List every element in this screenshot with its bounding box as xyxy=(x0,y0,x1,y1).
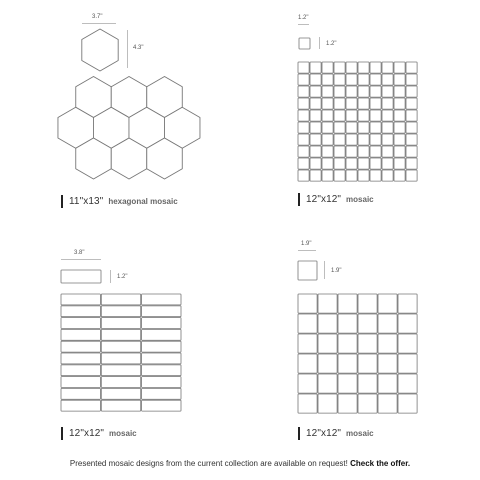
square-tile xyxy=(310,86,321,97)
brick-tile xyxy=(142,341,181,352)
square-tile xyxy=(358,354,377,373)
square-tile xyxy=(394,134,405,145)
square-tile xyxy=(334,170,345,181)
square-tile xyxy=(318,394,337,413)
square-tile xyxy=(298,314,317,333)
brick-kind: mosaic xyxy=(109,429,137,438)
square-tile xyxy=(346,98,357,109)
square-tile xyxy=(322,98,333,109)
square-tile xyxy=(370,86,381,97)
brick-tile xyxy=(101,388,140,399)
square-tile xyxy=(334,62,345,73)
square-tile xyxy=(358,314,377,333)
brick-mosaic-sheet xyxy=(60,293,184,413)
square-tile xyxy=(318,334,337,353)
square-tile xyxy=(346,146,357,157)
footer-text: Presented mosaic designs from the current collection are available on request! xyxy=(69,459,348,468)
sq-small-kind: mosaic xyxy=(346,195,374,204)
sq-large-caption xyxy=(298,427,374,440)
square-tile xyxy=(334,122,345,133)
square-tile xyxy=(406,146,417,157)
square-tile xyxy=(370,98,381,109)
square-tile xyxy=(406,62,417,73)
square-tile xyxy=(394,122,405,133)
square-tile xyxy=(394,62,405,73)
square-tile xyxy=(378,394,397,413)
square-tile xyxy=(298,86,309,97)
square-tile xyxy=(394,86,405,97)
square-tile xyxy=(334,86,345,97)
square-tile xyxy=(346,158,357,169)
caption-bar xyxy=(61,427,63,440)
brick-tile xyxy=(101,294,140,305)
square-tile xyxy=(378,314,397,333)
brick-tile xyxy=(61,377,100,388)
square-tile xyxy=(298,158,309,169)
square-tile xyxy=(334,74,345,85)
brick-width-line xyxy=(61,259,101,260)
sq-large-kind: mosaic xyxy=(346,429,374,438)
square-tile xyxy=(322,170,333,181)
square-tile xyxy=(358,294,377,313)
sq-large-size: 12"x12" xyxy=(306,428,342,439)
sq-small-height-line xyxy=(319,37,320,49)
brick-tile xyxy=(142,377,181,388)
brick-tile xyxy=(61,365,100,376)
square-tile xyxy=(406,170,417,181)
small-square-sample-tile xyxy=(298,37,312,51)
square-tile xyxy=(318,314,337,333)
square-tile xyxy=(358,74,369,85)
square-tile xyxy=(358,62,369,73)
brick-width-label: 3.8" xyxy=(74,250,85,256)
sq-small-width-label: 1.2" xyxy=(298,15,309,21)
hex-sample-tile xyxy=(78,26,122,74)
square-tile xyxy=(299,38,310,49)
square-tile xyxy=(310,146,321,157)
hex-height-line xyxy=(127,30,128,68)
brick-tile xyxy=(61,341,100,352)
brick-tile xyxy=(142,365,181,376)
square-tile xyxy=(318,374,337,393)
sq-large-width-line xyxy=(298,250,316,251)
square-tile xyxy=(358,122,369,133)
square-tile xyxy=(358,374,377,393)
square-tile xyxy=(298,354,317,373)
square-tile xyxy=(346,170,357,181)
brick-tile xyxy=(101,377,140,388)
square-tile xyxy=(298,134,309,145)
check-offer-link[interactable]: Check the offer. xyxy=(350,459,411,468)
sq-large-height-line xyxy=(324,261,325,279)
square-tile xyxy=(338,374,357,393)
hex-width-line xyxy=(82,23,116,24)
square-tile xyxy=(334,146,345,157)
square-tile xyxy=(310,110,321,121)
brick-tile xyxy=(142,318,181,329)
square-tile xyxy=(406,110,417,121)
square-tile xyxy=(406,86,417,97)
brick-tile xyxy=(61,329,100,340)
brick-tile xyxy=(142,294,181,305)
hex-kind: hexagonal mosaic xyxy=(108,197,178,206)
brick-tile xyxy=(61,294,100,305)
square-tile xyxy=(382,62,393,73)
brick-tile xyxy=(101,341,140,352)
square-tile xyxy=(370,122,381,133)
brick-tile xyxy=(61,353,100,364)
square-tile xyxy=(382,74,393,85)
brick-size: 12"x12" xyxy=(69,428,105,439)
square-tile xyxy=(334,110,345,121)
square-tile xyxy=(382,122,393,133)
square-tile xyxy=(406,134,417,145)
square-tile xyxy=(338,394,357,413)
square-tile xyxy=(378,334,397,353)
brick-tile xyxy=(101,329,140,340)
square-tile xyxy=(346,122,357,133)
square-tile xyxy=(358,170,369,181)
square-tile xyxy=(334,134,345,145)
square-tile xyxy=(378,374,397,393)
square-tile xyxy=(322,74,333,85)
brick-tile xyxy=(142,353,181,364)
brick-tile xyxy=(101,306,140,317)
square-tile xyxy=(298,98,309,109)
square-tile xyxy=(318,354,337,373)
square-tile xyxy=(298,122,309,133)
sq-large-height-label: 1.9" xyxy=(331,268,342,274)
caption-bar xyxy=(298,193,300,206)
square-tile xyxy=(338,334,357,353)
square-tile xyxy=(398,354,417,373)
footer-note xyxy=(0,459,480,468)
square-tile xyxy=(346,134,357,145)
square-tile xyxy=(394,170,405,181)
brick-tile xyxy=(61,306,100,317)
square-tile xyxy=(370,110,381,121)
brick-height-line xyxy=(110,270,111,283)
square-tile xyxy=(346,86,357,97)
square-tile xyxy=(358,334,377,353)
square-tile xyxy=(370,170,381,181)
square-tile xyxy=(358,86,369,97)
brick-height-label: 1.2" xyxy=(117,274,128,280)
square-tile xyxy=(310,170,321,181)
square-tile xyxy=(370,74,381,85)
square-tile xyxy=(338,354,357,373)
square-tile xyxy=(398,294,417,313)
hex-caption xyxy=(61,195,178,208)
caption-bar xyxy=(298,427,300,440)
brick-tile xyxy=(142,329,181,340)
hex-tile xyxy=(82,29,118,71)
brick-tile xyxy=(101,365,140,376)
square-tile xyxy=(382,98,393,109)
square-tile xyxy=(382,146,393,157)
small-square-mosaic-sheet xyxy=(297,61,419,183)
square-tile xyxy=(322,86,333,97)
hexagonal-mosaic-sheet xyxy=(58,76,192,182)
brick-tile xyxy=(101,318,140,329)
square-tile xyxy=(370,158,381,169)
square-tile xyxy=(382,86,393,97)
square-tile xyxy=(310,74,321,85)
square-tile xyxy=(310,122,321,133)
square-tile xyxy=(358,146,369,157)
square-tile xyxy=(394,158,405,169)
square-tile xyxy=(398,314,417,333)
square-tile xyxy=(310,134,321,145)
sq-small-height-label: 1.2" xyxy=(326,41,337,47)
square-tile xyxy=(298,146,309,157)
brick-tile xyxy=(101,353,140,364)
square-tile xyxy=(322,122,333,133)
square-tile xyxy=(298,374,317,393)
square-tile xyxy=(370,62,381,73)
square-tile xyxy=(322,146,333,157)
brick-caption xyxy=(61,427,137,440)
square-tile xyxy=(334,158,345,169)
sq-small-width-line xyxy=(298,24,309,25)
caption-bar xyxy=(61,195,63,208)
square-tile xyxy=(322,134,333,145)
brick-tile xyxy=(61,318,100,329)
square-tile xyxy=(382,110,393,121)
square-tile xyxy=(394,74,405,85)
square-tile xyxy=(398,374,417,393)
hex-width-label: 3.7" xyxy=(92,14,103,20)
square-tile xyxy=(378,294,397,313)
square-tile xyxy=(358,110,369,121)
large-square-mosaic-sheet xyxy=(297,293,419,415)
square-tile xyxy=(398,394,417,413)
square-tile xyxy=(338,294,357,313)
brick-tile xyxy=(142,306,181,317)
square-tile xyxy=(394,98,405,109)
square-tile xyxy=(334,98,345,109)
square-tile xyxy=(298,62,309,73)
square-tile xyxy=(406,158,417,169)
large-square-sample-tile xyxy=(297,260,319,282)
brick-tile xyxy=(142,400,181,411)
brick-tile xyxy=(61,270,101,283)
brick-tile xyxy=(101,400,140,411)
brick-tile xyxy=(142,388,181,399)
square-tile xyxy=(298,170,309,181)
square-tile xyxy=(382,158,393,169)
square-tile xyxy=(346,62,357,73)
square-tile xyxy=(310,98,321,109)
square-tile xyxy=(398,334,417,353)
square-tile xyxy=(310,158,321,169)
square-tile xyxy=(370,146,381,157)
square-tile xyxy=(394,146,405,157)
hex-height-label: 4.3" xyxy=(133,45,144,51)
hex-size: 11"x13" xyxy=(69,196,104,207)
square-tile xyxy=(382,134,393,145)
brick-tile xyxy=(61,388,100,399)
square-tile xyxy=(378,354,397,373)
sq-small-size: 12"x12" xyxy=(306,194,342,205)
brick-tile xyxy=(61,400,100,411)
sq-small-caption xyxy=(298,193,374,206)
square-tile xyxy=(322,158,333,169)
square-tile xyxy=(358,98,369,109)
square-tile xyxy=(346,110,357,121)
square-tile xyxy=(406,74,417,85)
square-tile xyxy=(346,74,357,85)
square-tile xyxy=(298,394,317,413)
square-tile xyxy=(298,334,317,353)
square-tile xyxy=(358,134,369,145)
square-tile xyxy=(298,74,309,85)
brick-sample-tile xyxy=(60,269,104,285)
square-tile xyxy=(298,261,317,280)
square-tile xyxy=(338,314,357,333)
square-tile xyxy=(298,110,309,121)
square-tile xyxy=(310,62,321,73)
square-tile xyxy=(370,134,381,145)
square-tile xyxy=(298,294,317,313)
square-tile xyxy=(382,170,393,181)
square-tile xyxy=(406,98,417,109)
square-tile xyxy=(322,62,333,73)
sq-large-width-label: 1.9" xyxy=(301,241,312,247)
square-tile xyxy=(406,122,417,133)
square-tile xyxy=(394,110,405,121)
square-tile xyxy=(358,394,377,413)
square-tile xyxy=(318,294,337,313)
square-tile xyxy=(322,110,333,121)
square-tile xyxy=(358,158,369,169)
